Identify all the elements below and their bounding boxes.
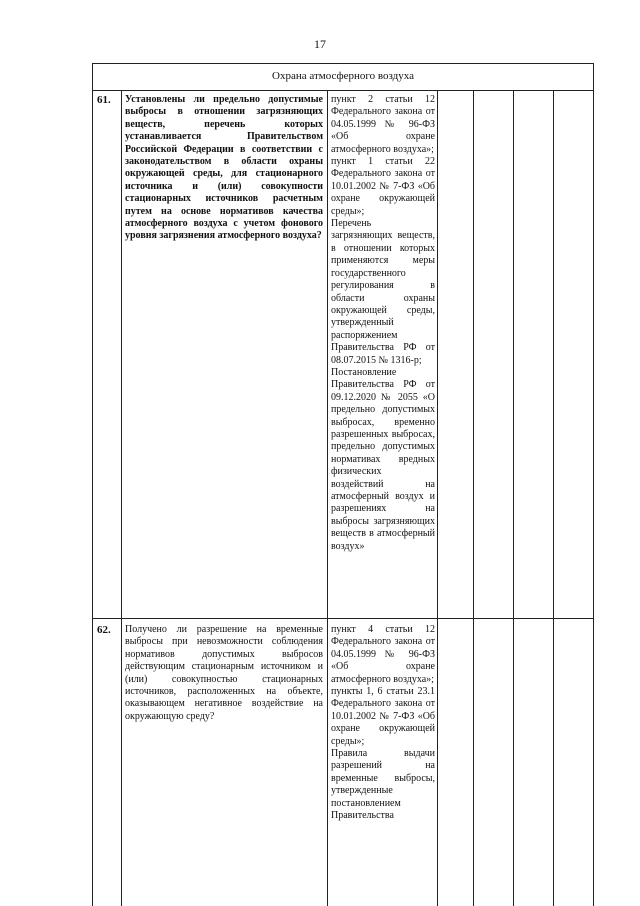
section-header: Охрана атмосферного воздуха [93, 64, 593, 91]
row-legal-reference: пункт 4 статьи 12 Федерального закона от 04.05.1999 № 96-ФЗ «Об охране атмосферного воздуха»; пункты 1, 6 статьи 23.1 Федерального закона от 10.01.2002 № 7-ФЗ «Об охране окружающей среды»; Правила выдачи разрешений на временные выбросы, утвержденные постановлением Правительства [331, 624, 435, 822]
column-divider [553, 91, 554, 906]
inspection-table [92, 63, 594, 906]
column-divider [327, 91, 328, 906]
row-question: Установлены ли предельно допустимые выбросы в отношении загрязняющих веществ, перечень которых устанавливается Правительством Российской Федерации в соответствии с законодательством в области охраны окружающей среды, для стационарного источника и (или) совокупности стационарных источников расчетным путем на основе нормативов качества атмосферного воздуха с учетом фонового уровня загрязнения атмосферного воздуха? [125, 94, 323, 242]
column-divider [437, 91, 438, 906]
row-question: Получено ли разрешение на временные выбросы при невозможности соблюдения нормативов допустимых выбросов действующим стационарным источником и (или) совокупностью стационарных источников, расположенных на объекте, оказывающем негативное воздействие на окружающую среду? [125, 624, 323, 722]
row-number: 62. [97, 624, 111, 636]
row-divider [93, 618, 593, 619]
column-divider [513, 91, 514, 906]
page-number: 17 [314, 37, 326, 51]
row-legal-reference: пункт 2 статьи 12 Федерального закона от 04.05.1999 № 96-ФЗ «Об охране атмосферного воздуха»; пункт 1 статьи 22 Федерального закона от 10.01.2002 № 7-ФЗ «Об охране окружающей среды»; Перечень загрязняющих веществ, в отношении которых применяются меры государственного регулирования в области охраны окружающей среды, утвержденный распоряжением Правительства РФ от 08.07.2015 № 1316-р; Постановление Правительства РФ от 09.12.2020 № 2055 «О предельно допустимых выбросах, временно разрешенных выбросах, предельно допустимых нормативах вредных физических воздействий на атмосферный воздух и разрешениях на выбросы загрязняющих веществ в атмосферный воздух» [331, 94, 435, 552]
column-divider [121, 91, 122, 906]
row-number: 61. [97, 94, 111, 106]
column-divider [473, 91, 474, 906]
